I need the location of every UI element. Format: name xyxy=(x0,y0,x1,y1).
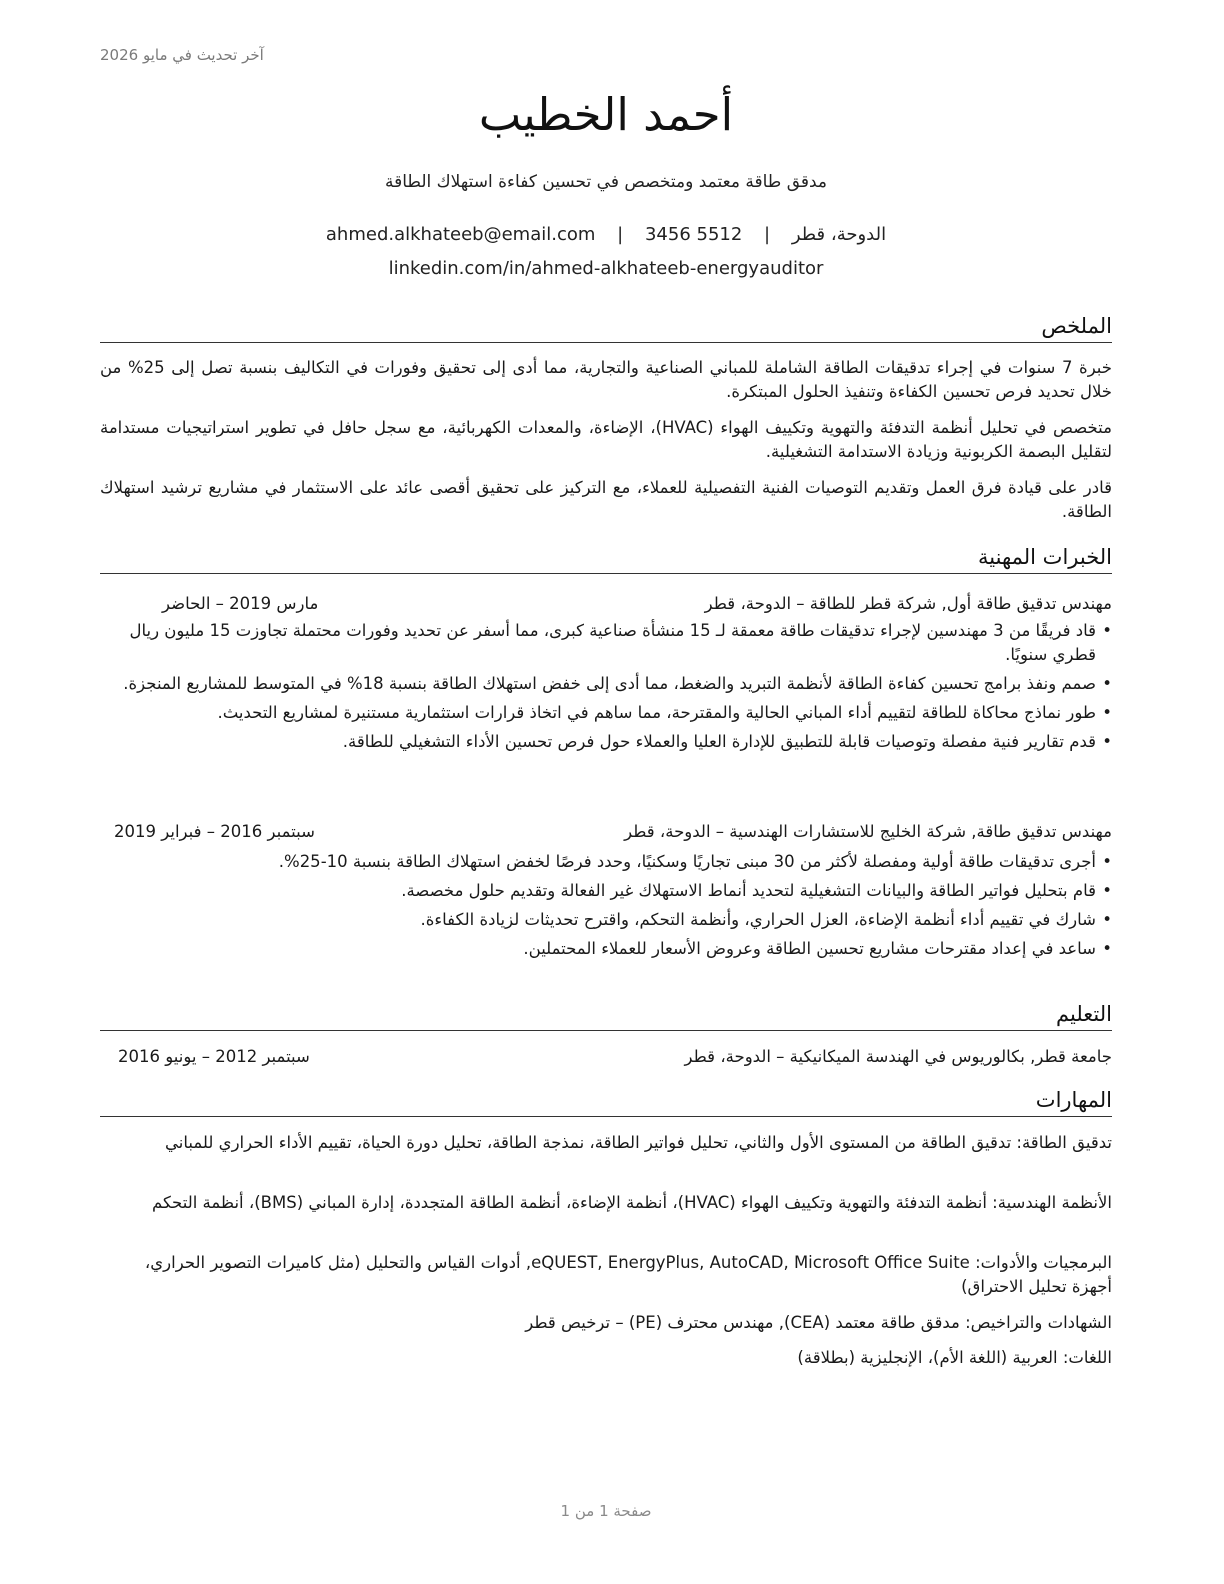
job-bullet: • قدم تقارير فنية مفصلة وتوصيات قابلة للتطبيق للإدارة العليا والعملاء حول فرص تحسين الأداء التشغيلي للطاقة. xyxy=(100,730,1112,754)
job-bullet: • صمم ونفذ برامج تحسين كفاءة الطاقة لأنظمة التبريد والضغط، مما أدى إلى خفض استهلاك الطاقة بنسبة 18% في المتوسط للمشاريع المنجزة. xyxy=(100,672,1112,696)
section-heading-summary: الملخص xyxy=(100,312,1112,343)
skill-item: الشهادات والتراخيص: مدقق طاقة معتمد (CEA), مهندس محترف (PE) – ترخيص قطر xyxy=(525,1313,1112,1332)
job-title: مهندس تدقيق طاقة أول, شركة قطر للطاقة – الدوحة، قطر xyxy=(704,594,1112,613)
job-bullet: • شارك في تقييم أداء أنظمة الإضاءة، العزل الحراري، وأنظمة التحكم، واقترح تحديثات لزيادة الكفاءة. xyxy=(100,908,1112,932)
job-entry-header xyxy=(100,820,1112,844)
skill-item: اللغات: العربية (اللغة الأم)، الإنجليزية (بطلاقة) xyxy=(797,1348,1112,1367)
job-dates: سبتمبر 2016 – فبراير 2019 xyxy=(114,822,315,841)
page-number: صفحة 1 من 1 xyxy=(560,1502,652,1520)
job-dates: مارس 2019 – الحاضر xyxy=(162,594,319,613)
job-bullet: • قام بتحليل فواتير الطاقة والبيانات التشغيلية لتحديد أنماط الاستهلاك غير الفعالة وتقديم حلول مخصصة. xyxy=(100,879,1112,903)
job-bullet: • أجرى تدقيقات طاقة أولية ومفصلة لأكثر من 30 مبنى تجاريًا وسكنيًا، وحدد فرصًا لخفض استهلاك الطاقة بنسبة 10-25%. xyxy=(100,850,1112,874)
section-heading-experience: الخبرات المهنية xyxy=(100,543,1112,574)
education-dates: سبتمبر 2012 – يونيو 2016 xyxy=(118,1047,310,1066)
contact-separator: | xyxy=(764,224,771,245)
job-bullet-list xyxy=(100,850,1112,966)
candidate-tagline: مدقق طاقة معتمد ومتخصص في تحسين كفاءة استهلاك الطاقة xyxy=(384,172,828,192)
contact-line xyxy=(100,224,1112,245)
job-bullet-list xyxy=(100,619,1112,759)
location: الدوحة، قطر xyxy=(791,224,887,245)
summary-paragraph: خبرة 7 سنوات في إجراء تدقيقات الطاقة الشاملة للمباني الصناعية والتجارية، مما أدى إلى تحقيق وفورات في التكاليف بنسبة تصل إلى 25% من خلال تحديد فرص تحسين الكفاءة وتنفيذ الحلول المبتكرة. xyxy=(100,358,1112,401)
phone-number: 3456 5512 xyxy=(644,224,743,245)
job-entry-header xyxy=(100,592,1112,616)
education-entry xyxy=(100,1045,1112,1069)
job-bullet: • طور نماذج محاكاة للطاقة لتقييم أداء المباني الحالية والمقترحة، مما ساهم في اتخاذ قرارات استثمارية مستنيرة لمشاريع التحديث. xyxy=(100,701,1112,725)
job-bullet: • قاد فريقًا من 3 مهندسين لإجراء تدقيقات طاقة معمقة لـ 15 منشأة صناعية كبرى، مما أسفر عن تحديد وفورات محتملة تجاوزت 15 مليون ريال قطري سنويًا. xyxy=(100,619,1112,667)
skill-item: الأنظمة الهندسية: أنظمة التدفئة والتهوية وتكييف الهواء (HVAC)، أنظمة الإضاءة، أنظمة الطاقة المتجددة، إدارة المباني (BMS)، أنظمة التحكم xyxy=(151,1193,1112,1212)
education-title: جامعة قطر, بكالوريوس في الهندسة الميكانيكية – الدوحة، قطر xyxy=(684,1047,1112,1066)
resume-page xyxy=(100,0,1112,1584)
candidate-name: أحمد الخطيب xyxy=(478,88,734,141)
job-title: مهندس تدقيق طاقة, شركة الخليج للاستشارات الهندسية – الدوحة، قطر xyxy=(624,822,1112,841)
summary-paragraph: قادر على قيادة فرق العمل وتقديم التوصيات الفنية التفصيلية للعملاء، مع التركيز على تحقيق أقصى عائد على الاستثمار في مشاريع ترشيد استهلاك الطاقة. xyxy=(100,478,1112,521)
contact-separator: | xyxy=(617,224,624,245)
email-link[interactable]: ahmed.alkhateeb@email.com xyxy=(325,224,596,245)
section-heading-education: التعليم xyxy=(100,1000,1112,1031)
summary-paragraph: متخصص في تحليل أنظمة التدفئة والتهوية وتكييف الهواء (HVAC)، الإضاءة، والمعدات الكهربائية، مع سجل حافل في تطوير استراتيجيات مستدامة لتقليل البصمة الكربونية وزيادة الاستدامة التشغيلية. xyxy=(100,418,1112,461)
job-bullet: • ساعد في إعداد مقترحات مشاريع تحسين الطاقة وعروض الأسعار للعملاء المحتملين. xyxy=(100,937,1112,961)
skill-item: البرمجيات والأدوات: eQUEST, EnergyPlus, AutoCAD, Microsoft Office Suite, أدوات القياس والتحليل (مثل كاميرات التصوير الحراري، أجهزة تحليل الاحتراق) xyxy=(144,1253,1112,1296)
last-updated-note: آخر تحديث في مايو 2026 xyxy=(100,46,264,64)
linkedin-link[interactable]: linkedin.com/in/ahmed-alkhateeb-energyauditor xyxy=(388,258,824,279)
skill-item: تدقيق الطاقة: تدقيق الطاقة من المستوى الأول والثاني، تحليل فواتير الطاقة، نمذجة الطاقة، تحليل دورة الحياة، تقييم الأداء الحراري للمباني xyxy=(165,1133,1112,1152)
section-heading-skills: المهارات xyxy=(100,1086,1112,1117)
